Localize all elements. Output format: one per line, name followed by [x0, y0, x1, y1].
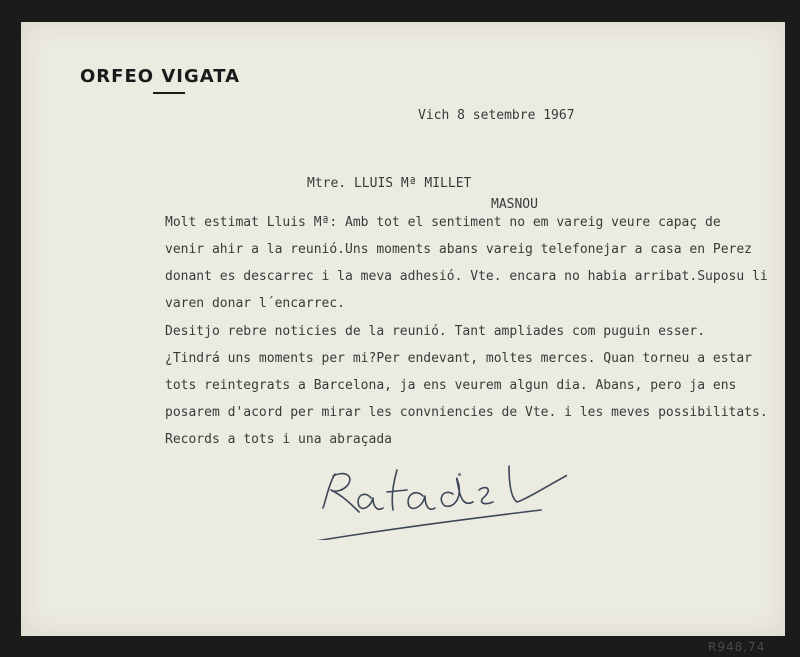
body-line: Records a tots i una abraçada [165, 432, 392, 447]
recipient-city: MASNOU [491, 197, 538, 212]
body-line: venir ahir a la reunió.Uns moments abans vareig telefonejar a casa en Perez [165, 242, 752, 257]
recipient-name: Mtre. LLUIS Mª MILLET [307, 176, 472, 191]
body-line: ¿Tindrá uns moments per mi?Per endevant, moltes merces. Quan torneu a estar [165, 351, 752, 366]
body-line: posarem d'acord per mirar les convniencies de Vte. i les meves possibilitats. [165, 405, 768, 420]
handwritten-signature [247, 450, 567, 540]
archive-number: R948,74 [708, 640, 766, 654]
letterhead: ORFEO VIGATA [80, 66, 241, 87]
body-line: Molt estimat Lluis Mª: Amb tot el sentiment no em vareig veure capaç de [165, 215, 721, 230]
letter-date: Vich 8 setembre 1967 [418, 108, 575, 123]
letter-sheet [21, 22, 785, 654]
body-line: varen donar l´encarrec. [165, 296, 346, 311]
letterhead-rule [153, 92, 185, 94]
body-line: tots reintegrats a Barcelona, ja ens veurem algun dia. Abans, pero ja ens [165, 378, 737, 393]
body-line: donant es descarrec i la meva adhesió. Vte. encara no habia arribat.Suposu li [165, 269, 768, 284]
body-line: Desitjo rebre noticies de la reunió. Tant ampliades com puguin esser. [165, 324, 706, 339]
